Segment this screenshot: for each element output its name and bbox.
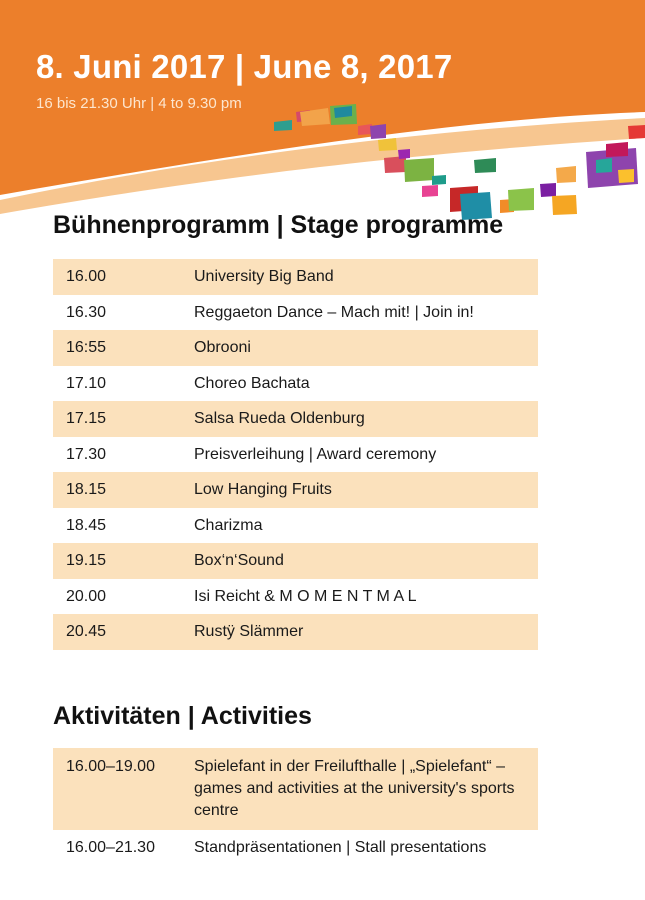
act-cell: Salsa Rueda Oldenburg: [194, 410, 365, 427]
time-cell: 16.00–21.30: [66, 839, 155, 856]
table-row: [53, 748, 538, 830]
activities-table: [53, 748, 538, 866]
activities-title: Aktivitäten | Activities: [53, 702, 312, 730]
act-cell: Rustÿ Slämmer: [194, 623, 304, 640]
table-row: [53, 295, 538, 330]
act-cell: Reggaeton Dance – Mach mit! | Join in!: [194, 304, 474, 321]
stage-programme-title: Bühnenprogramm | Stage programme: [53, 211, 504, 239]
act-cell: Low Hanging Fruits: [194, 481, 332, 498]
act-cell: Obrooni: [194, 339, 251, 356]
time-cell: 17.15: [66, 410, 107, 427]
table-row: [53, 366, 538, 401]
time-cell: 17.30: [66, 446, 107, 463]
act-cell: Spielefant in der Freilufthalle | „Spielefant“ – games and activities at the university's sports centre: [194, 758, 515, 819]
time-cell: 18.45: [66, 517, 107, 534]
time-cell: 18.15: [66, 481, 107, 498]
act-cell: University Big Band: [194, 268, 334, 285]
table-row: [53, 401, 538, 437]
table-row: [53, 830, 538, 866]
time-cell: 20.00: [66, 588, 107, 605]
table-row: [53, 437, 538, 472]
table-row: [53, 614, 538, 650]
act-cell: Isi Reicht & M O M E N T M A L: [194, 588, 417, 605]
time-cell: 16.00–19.00: [66, 758, 155, 775]
time-cell: 17.10: [66, 375, 107, 392]
time-cell: 16:55: [66, 339, 107, 356]
table-row: [53, 330, 538, 366]
time-cell: 19.15: [66, 552, 107, 569]
time-cell: 16.00: [66, 268, 107, 285]
act-cell: Preisverleihung | Award ceremony: [194, 446, 437, 463]
act-cell: Choreo Bachata: [194, 375, 310, 392]
act-cell: Box‘n‘Sound: [194, 552, 284, 569]
table-row: [53, 259, 538, 295]
header-banner: [0, 0, 645, 230]
time-cell: 16.30: [66, 304, 107, 321]
table-row: [53, 543, 538, 579]
table-row: [53, 508, 538, 543]
act-cell: Standpräsentationen | Stall presentations: [194, 839, 487, 856]
act-cell: Charizma: [194, 517, 263, 534]
table-row: [53, 579, 538, 614]
event-date-title: 8. Juni 2017 | June 8, 2017: [36, 48, 453, 85]
table-row: [53, 472, 538, 508]
stage-programme-table: [53, 259, 538, 650]
time-cell: 20.45: [66, 623, 107, 640]
event-time-subtitle: 16 bis 21.30 Uhr | 4 to 9.30 pm: [36, 95, 242, 112]
